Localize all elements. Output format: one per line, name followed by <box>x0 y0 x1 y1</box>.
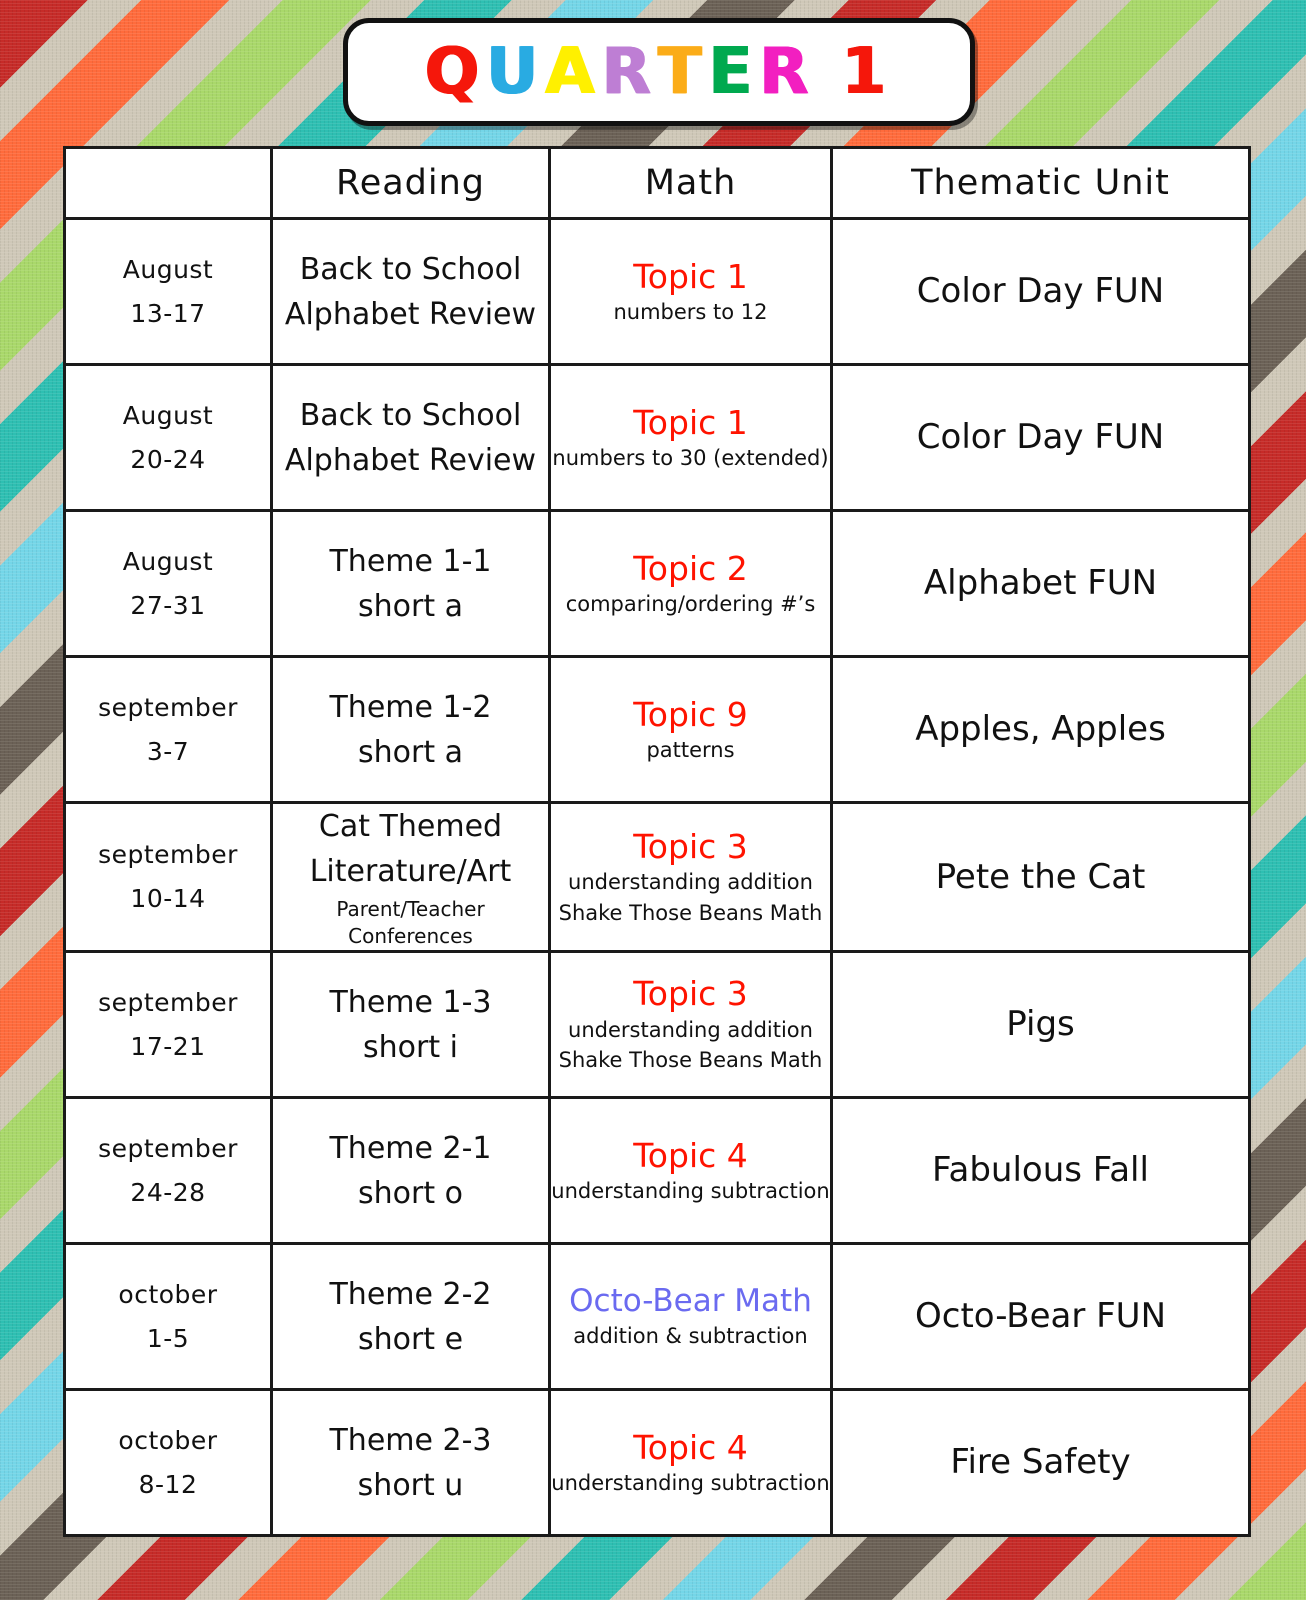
header-cell-thematic-unit: Thematic Unit <box>832 148 1250 219</box>
date-cell <box>65 1098 272 1244</box>
math-detail-2: Shake Those Beans Math <box>558 1048 823 1073</box>
date-cell <box>65 952 272 1098</box>
math-cell <box>550 803 832 952</box>
thematic-unit-cell: Pete the Cat <box>832 803 1250 952</box>
title-letter-2: U <box>486 35 546 109</box>
date-month: september <box>98 1133 238 1163</box>
math-topic-label: Topic 3 <box>633 974 748 1014</box>
thematic-unit-cell: Pigs <box>832 952 1250 1098</box>
date-month: september <box>98 692 238 722</box>
math-topic-label: Topic 1 <box>633 402 748 442</box>
date-range: 3-7 <box>146 736 190 766</box>
table-row <box>65 365 1250 511</box>
date-cell <box>65 219 272 365</box>
table-row <box>65 657 1250 803</box>
date-cell <box>65 511 272 657</box>
reading-line-2: Literature/Art <box>309 854 512 889</box>
reading-note: Parent/Teacher Conferences <box>336 897 485 948</box>
table-row <box>65 219 1250 365</box>
title-letter-6: E <box>708 35 760 109</box>
math-detail-1: understanding addition <box>568 1017 813 1042</box>
table-row <box>65 1098 1250 1244</box>
math-detail-1: comparing/ordering #’s <box>565 591 816 616</box>
date-cell <box>65 365 272 511</box>
title-banner <box>343 18 975 126</box>
math-detail-1: numbers to 12 <box>613 299 768 324</box>
curriculum-plan-table <box>63 146 1251 1537</box>
math-topic-label: Topic 3 <box>633 826 748 866</box>
thematic-unit-cell: Color Day FUN <box>832 219 1250 365</box>
math-cell <box>550 511 832 657</box>
thematic-unit-cell: Color Day FUN <box>832 365 1250 511</box>
math-cell <box>550 365 832 511</box>
date-range: 27-31 <box>130 590 206 620</box>
table-body <box>65 219 1250 1536</box>
reading-line-1: Theme 2-2 <box>329 1276 492 1312</box>
math-topic-label: Topic 2 <box>633 548 748 588</box>
math-topic-label: Octo-Bear Math <box>569 1282 812 1319</box>
math-detail-1: addition & subtraction <box>573 1323 808 1348</box>
reading-line-1: Theme 1-2 <box>329 689 492 725</box>
header-cell-reading: Reading <box>272 148 550 219</box>
reading-line-2: short o <box>358 1175 463 1211</box>
math-cell <box>550 1098 832 1244</box>
table-header <box>65 148 1250 219</box>
reading-line-2: short e <box>357 1321 464 1357</box>
table-row <box>65 511 1250 657</box>
reading-cell <box>272 1244 550 1390</box>
math-detail-1: understanding subtraction <box>551 1178 830 1203</box>
math-detail-1: understanding addition <box>568 870 813 895</box>
thematic-unit-cell: Apples, Apples <box>832 657 1250 803</box>
thematic-unit-cell: Octo-Bear FUN <box>832 1244 1250 1390</box>
title-letter-5: T <box>658 35 709 109</box>
title-letter-4: R <box>601 35 658 109</box>
date-cell <box>65 1390 272 1536</box>
title-letter-9: 1 <box>841 35 894 109</box>
date-cell <box>65 657 272 803</box>
title-letter-3: A <box>545 35 602 109</box>
reading-line-2: short i <box>363 1029 458 1065</box>
math-cell <box>550 657 832 803</box>
reading-line-1: Back to School <box>299 397 522 433</box>
title-letter-1: Q <box>424 35 487 109</box>
reading-cell <box>272 952 550 1098</box>
date-month: october <box>118 1425 218 1455</box>
reading-line-1: Cat Themed <box>318 809 503 844</box>
date-month: August <box>122 546 214 576</box>
reading-cell <box>272 803 550 952</box>
page-title <box>424 35 894 109</box>
date-range: 24-28 <box>130 1177 206 1207</box>
math-topic-label: Topic 1 <box>633 256 748 296</box>
math-detail-1: numbers to 30 (extended) <box>552 445 829 470</box>
date-month: August <box>122 400 214 430</box>
reading-line-2: Alphabet Review <box>284 296 537 332</box>
reading-line-1: Back to School <box>299 251 522 287</box>
math-detail-1: understanding subtraction <box>551 1470 830 1495</box>
header-cell-blank <box>65 148 272 219</box>
table-row <box>65 952 1250 1098</box>
reading-line-2: Alphabet Review <box>284 442 537 478</box>
date-range: 17-21 <box>130 1031 206 1061</box>
date-cell <box>65 803 272 952</box>
reading-cell <box>272 1390 550 1536</box>
reading-line-2: short a <box>357 588 463 624</box>
thematic-unit-cell: Fire Safety <box>832 1390 1250 1536</box>
table-row <box>65 803 1250 952</box>
date-range: 10-14 <box>130 884 206 913</box>
math-detail-1: patterns <box>646 737 735 762</box>
reading-cell <box>272 1098 550 1244</box>
table-row <box>65 1390 1250 1536</box>
math-topic-label: Topic 9 <box>633 694 748 734</box>
thematic-unit-cell: Fabulous Fall <box>832 1098 1250 1244</box>
math-cell <box>550 1390 832 1536</box>
math-detail-2: Shake Those Beans Math <box>558 900 823 925</box>
date-cell <box>65 1244 272 1390</box>
date-range: 1-5 <box>146 1323 190 1353</box>
math-cell <box>550 1244 832 1390</box>
date-range: 8-12 <box>138 1469 198 1499</box>
date-range: 13-17 <box>130 298 206 328</box>
reading-line-1: Theme 1-1 <box>329 543 492 579</box>
math-topic-label: Topic 4 <box>633 1135 748 1175</box>
reading-line-1: Theme 1-3 <box>329 984 492 1020</box>
header-row <box>65 148 1250 219</box>
reading-line-1: Theme 2-1 <box>329 1130 492 1166</box>
date-month: August <box>122 254 214 284</box>
title-letter-7: R <box>759 35 816 109</box>
math-cell <box>550 219 832 365</box>
reading-cell <box>272 511 550 657</box>
date-month: october <box>118 1279 218 1309</box>
reading-line-2: short a <box>357 734 463 770</box>
reading-line-1: Theme 2-3 <box>329 1422 492 1458</box>
date-month: september <box>98 840 238 870</box>
thematic-unit-cell: Alphabet FUN <box>832 511 1250 657</box>
reading-cell <box>272 365 550 511</box>
table-row <box>65 1244 1250 1390</box>
date-month: september <box>98 987 238 1017</box>
reading-cell <box>272 219 550 365</box>
reading-cell <box>272 657 550 803</box>
date-range: 20-24 <box>130 444 206 474</box>
math-cell <box>550 952 832 1098</box>
math-topic-label: Topic 4 <box>633 1427 748 1467</box>
reading-line-2: short u <box>357 1467 464 1503</box>
header-cell-math: Math <box>550 148 832 219</box>
